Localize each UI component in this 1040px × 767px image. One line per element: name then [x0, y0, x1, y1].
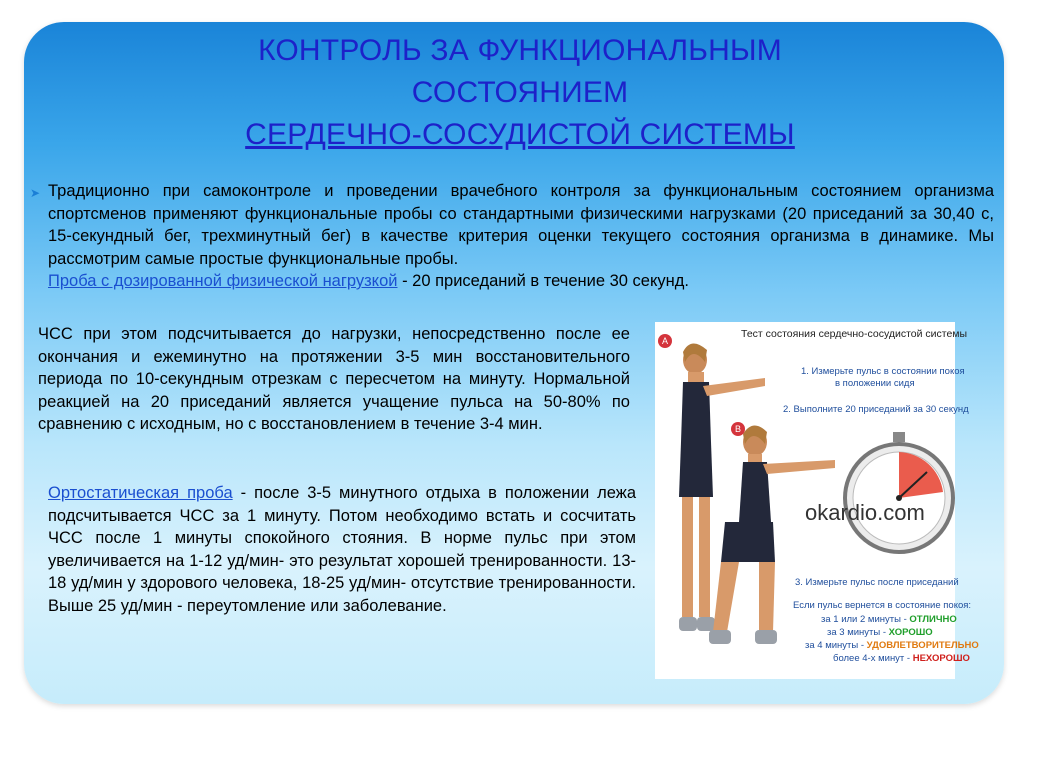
- watermark: okardio.com: [805, 500, 925, 525]
- result-heading: Если пульс вернется в состояние покоя:: [793, 600, 972, 611]
- heart-test-illustration: [655, 322, 979, 679]
- intro-paragraph: Традиционно при самоконтроле и проведении врачебного контроля за функциональным состоянием организма спортсменов применяют функциональные пробы со стандартными физическими нагрузками (20 приседаний за 30,40 с, 15-секундный бег, трехминутный бег) в качестве критерия оценки текущего состояния организма в динамике. Мы рассмотрим самые простые функциональные пробы.: [48, 182, 994, 268]
- test1-body: ЧСС при этом подсчитывается до нагрузки, непосредственно после ее окончания и ежеминутно на протяжении 3-5 мин восстановительного периода по 10-секундным отрезкам с пересчетом на минуту. Нормальной реакцией на 20 приседаний является учащение пульса на 50-80% по сравнению с исходным, но с восстановлением в течение 3-4 мин.: [38, 325, 630, 433]
- slide-title: [0, 30, 1040, 156]
- result-row-1: за 1 или 2 минуты - ОТЛИЧНО: [821, 614, 957, 625]
- test2-link[interactable]: Ортостатическая проба: [48, 484, 233, 502]
- marker-a-icon: A: [658, 334, 672, 348]
- test2-body: - после 3-5 минутного отдыха в положении лежа подсчитывается ЧСС за 1 минуту. Потом необходимо встать и сосчитать ЧСС после 1 минуты спокойного стояния. В норме пульс при этом увеличивается на 1-12 уд/мин- это результат хорошей тренированности. 13-18 уд/мин у здорового человека, 18-25 уд/мин- отсутствие тренированности. Выше 25 уд/мин - переутомление или заболевание.: [48, 484, 636, 615]
- test2-block: [48, 482, 636, 617]
- bullet-icon: ➤: [30, 186, 41, 200]
- title-line-2: СОСТОЯНИЕМ: [411, 76, 629, 109]
- test1-link[interactable]: Проба с дозированной физической нагрузкой: [48, 272, 398, 290]
- step2: 2. Выполните 20 приседаний за 30 секунд: [783, 404, 969, 415]
- result-row-2: за 3 минуты - ХОРОШО: [827, 627, 933, 638]
- intro-block: [48, 180, 994, 293]
- result-row-3: за 4 минуты - УДОВЛЕТВОРИТЕЛЬНО: [805, 640, 979, 651]
- test1-summary: - 20 приседаний в течение 30 секунд.: [397, 272, 689, 290]
- title-line-3: СЕРДЕЧНО-СОСУДИСТОЙ СИСТЕМЫ: [245, 118, 795, 151]
- marker-b-icon: B: [731, 422, 745, 436]
- result-row-4: более 4-х минут - НЕХОРОШО: [833, 653, 970, 664]
- figure-title: Тест состояния сердечно-сосудистой системы: [741, 328, 968, 340]
- stopwatch-icon: [845, 432, 953, 552]
- title-line-1: КОНТРОЛЬ ЗА ФУНКЦИОНАЛЬНЫМ: [258, 34, 782, 67]
- test1-body-block: [38, 323, 630, 436]
- step3: 3. Измерьте пульс после приседаний: [795, 577, 959, 588]
- step1-line2: в положении сидя: [835, 378, 915, 389]
- step1-line1: 1. Измерьте пульс в состоянии покоя: [801, 366, 965, 377]
